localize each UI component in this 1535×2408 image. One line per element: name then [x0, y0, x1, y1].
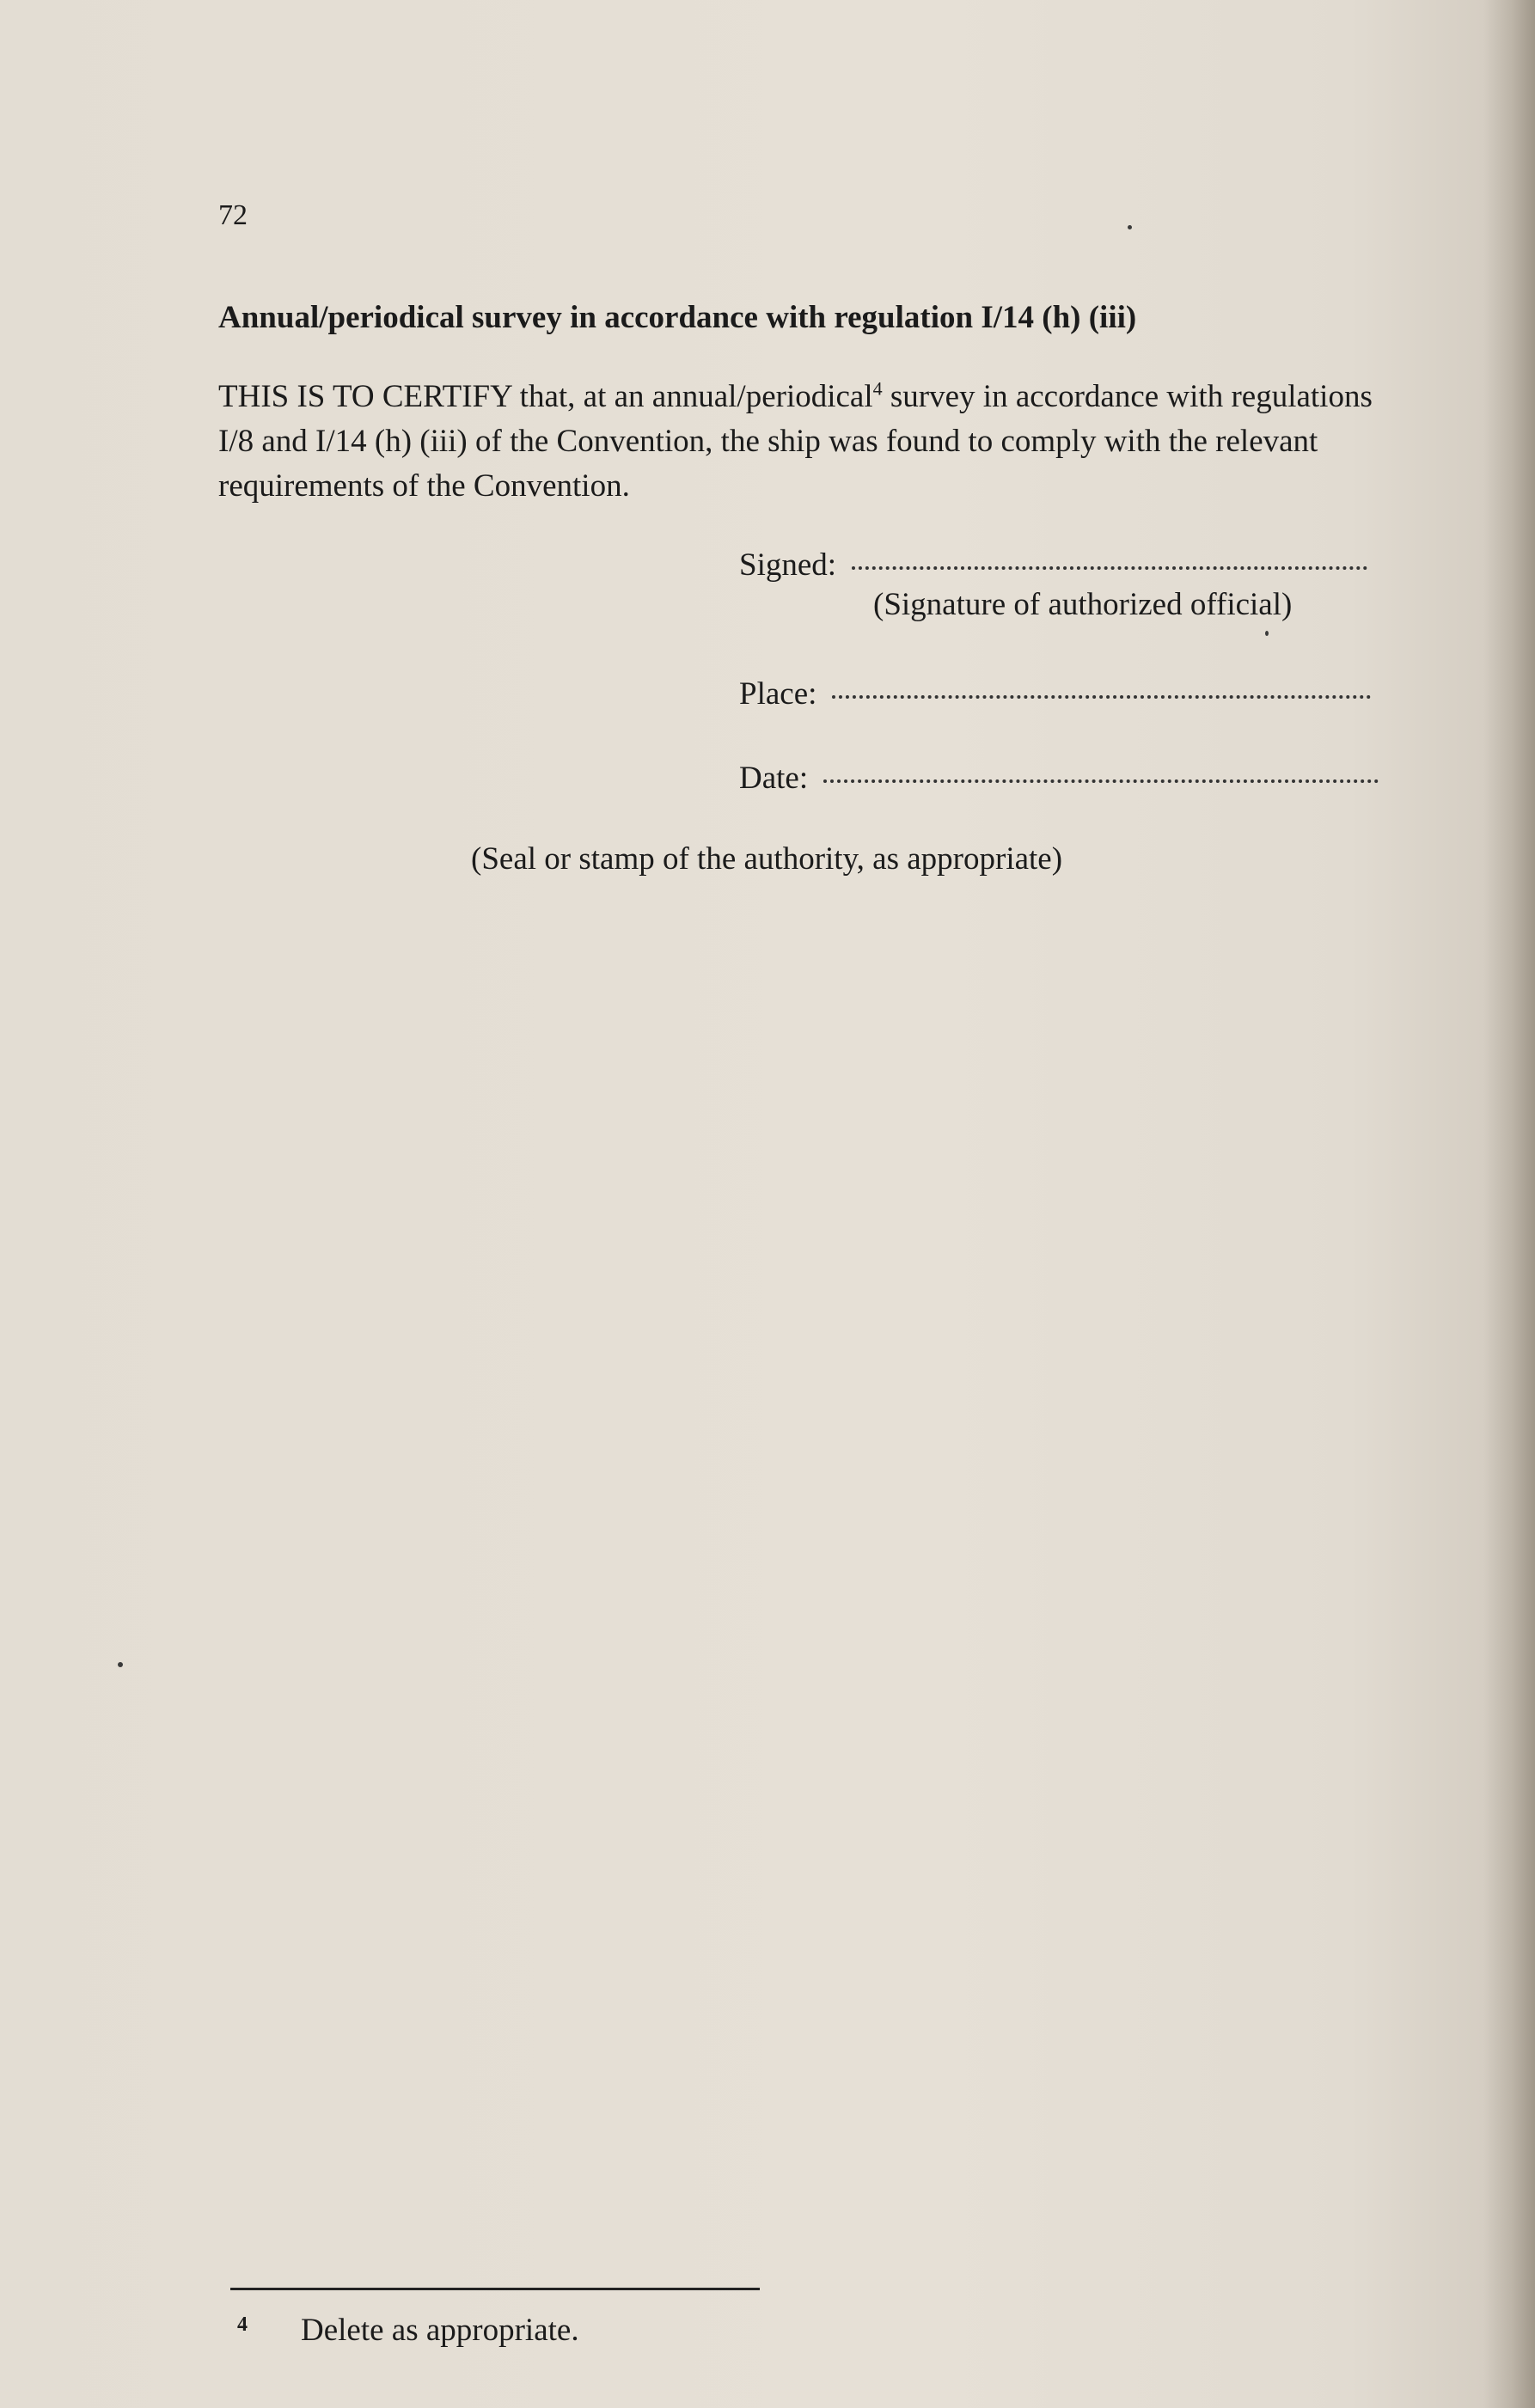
- footnote-divider: [230, 2288, 760, 2290]
- paper-speck: [118, 1662, 123, 1667]
- section-heading: Annual/periodical survey in accordance with regulation I/14 (h) (iii): [218, 300, 1137, 335]
- footnote-text: Delete as appropriate.: [301, 2313, 579, 2348]
- footnote-number: 4: [237, 2313, 248, 2336]
- paper-speck: [1265, 631, 1269, 636]
- paper-speck: [1128, 225, 1132, 229]
- certification-text-end: survey in accordance with regulations I/8 and I/14 (h) (iii) of the Convention, the ship was found to comply with the relevant requirements of the Convention.: [218, 379, 1373, 504]
- date-line[interactable]: [823, 779, 1379, 783]
- place-line[interactable]: [832, 695, 1371, 699]
- page-gutter-shadow: [1483, 0, 1535, 2408]
- date-field: [739, 760, 1379, 797]
- place-label: Place:: [739, 676, 817, 712]
- page-number: 72: [218, 199, 248, 231]
- footnote-reference: 4: [872, 377, 883, 400]
- place-field: [739, 675, 1371, 712]
- date-label: Date:: [739, 761, 809, 796]
- signature-caption: (Signature of authorized official): [873, 587, 1293, 622]
- signed-field: [739, 547, 1367, 584]
- certification-paragraph: [218, 375, 1387, 509]
- certification-text-start: THIS IS TO CERTIFY that, at an annual/periodical: [218, 379, 873, 414]
- seal-caption: (Seal or stamp of the authority, as appropriate): [471, 841, 1063, 877]
- signed-label: Signed:: [739, 547, 837, 583]
- signature-line[interactable]: [852, 566, 1367, 570]
